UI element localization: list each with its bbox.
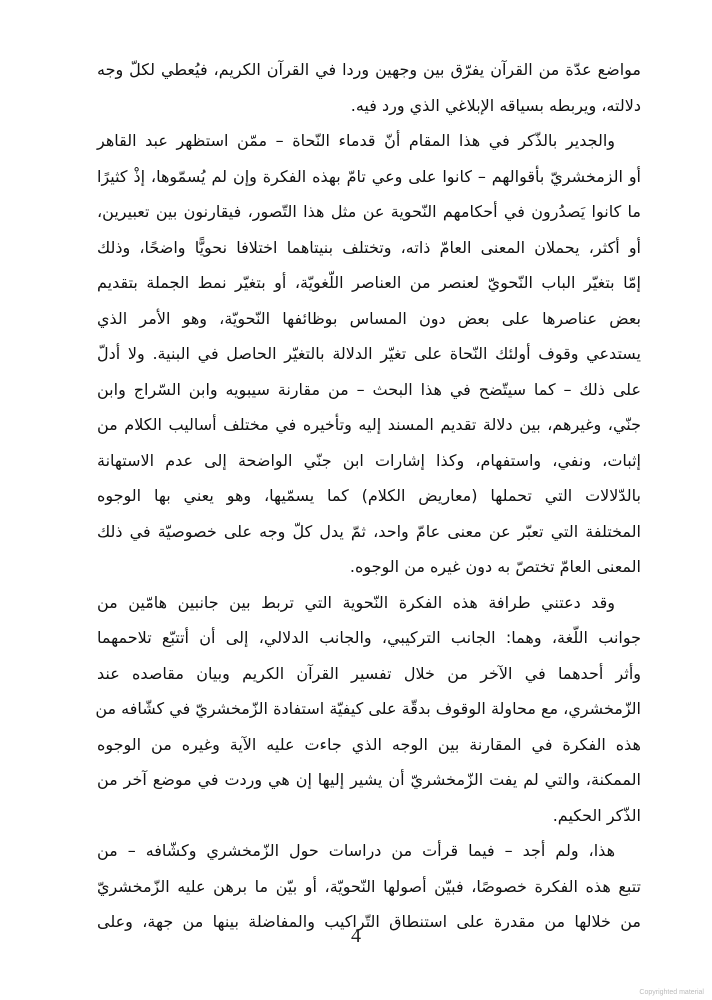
text-line: بالدّلالات التي تحملها (معاريض الكلام) كما يسمّيها، وهو يعني بها الوجوه <box>97 486 641 505</box>
text-line: الممكنة، والتي لم يفت الزّمخشريّ أن يشير إليها إن هي وردت في موضع آخر من <box>97 770 641 789</box>
paragraph-start-line: والجدير بالذّكر في هذا المقام أنّ قدماء النّحاة – ممّن استظهر عبد القاهر <box>97 131 615 150</box>
text-line: بعض عناصرها على بعض دون المساس بوظائفها النّحويّة، وهو الأمر الذي <box>97 308 641 328</box>
text-line: الزّمخشري، مع محاولة الوقوف بدقّة على كيفيّة استفادة الزّمخشريّ في كشّافه من <box>95 699 641 718</box>
page-number: 4 <box>351 925 361 947</box>
paragraph-start-line: وقد دعتني طرافة هذه الفكرة النّحوية التي تربط بين جانبين هامّين من <box>97 592 615 612</box>
text-line: يستدعي وقوف أولئك النّحاة على تغيّر الدلالة بالتغيّر الحاصل في البنية. ولا أدلّ <box>97 344 641 363</box>
text-line: إثبات، ونفي، واستفهام، وكذا إشارات ابن جنّي الواضحة إلى عدم الاستهانة <box>97 450 641 470</box>
text-line: على ذلك – كما سيتّضح في هذا البحث – من مقارنة سيبويه وابن السّراج وابن <box>97 379 641 399</box>
text-line: مواضع عدّة من القرآن يفرّق بين وجهين وردا في القرآن الكريم، فيُعطي لكلّ وجه <box>97 60 641 79</box>
document-body <box>97 52 641 940</box>
text-line: من خلالها من مقدرة على استنطاق التّراكيب والمفاضلة بينها من جهة، وعلى <box>97 912 641 931</box>
text-line: هذه الفكرة في المقارنة بين الوجه الذي جاءت عليه الآية وغيره من الوجوه <box>97 734 641 754</box>
text-line: إمّا بتغيّر الباب النّحويّ لعنصر من العناصر اللّغويّة، أو بتغيّر نمط الجملة بتقديم <box>97 273 641 292</box>
text-line: الذّكر الحكيم. <box>552 805 641 825</box>
text-line: وأثر أحدهما في الآخر من خلال تفسير القرآن الكريم وبيان مقاصده عند <box>97 663 641 683</box>
text-line: المعنى العامّ تختصّ به دون غيره من الوجوه. <box>349 557 641 576</box>
text-line: تتبع هذه الفكرة خصوصًا، فبيّن أصولها النّحويّة، أو بيّن ما برهن عليه الزّمخشريّ <box>97 876 641 896</box>
text-line: جوانب اللّغة، وهما: الجانب التركيبي، والجانب الدلالي، إلى أن أتتبّع تلاحمهما <box>97 628 641 647</box>
copyright-watermark: Copyrighted material <box>639 989 704 996</box>
text-line: أو أكثر، يحملان المعنى العامّ ذاته، وتختلف بنيتاهما اختلافا نحويًّا واضحًا، وذلك <box>97 237 641 257</box>
text-line: دلالته، ويربطه بسياقه الإبلاغي الذي ورد فيه. <box>350 95 641 115</box>
text-line: المختلفة التي تعبّر عن معنى عامّ واحد، ثمّ يدل كلّ وجه على خصوصيّة في ذلك <box>97 521 641 541</box>
text-line: ما كانوا يَصدُرون في أحكامهم النّحوية عن مثل هذا التّصور، فيقارنون بين تعبيرين، <box>97 202 641 221</box>
text-line: جنّي، وغيرهم، بين دلالة تقديم المسند إليه وتأخيره في مختلف أساليب الكلام من <box>97 415 641 434</box>
paragraph-start-line: هذا، ولم أجد – فيما قرأت من دراسات حول الزّمخشري وكشّافه – من <box>97 841 615 860</box>
text-line: أو الزمخشريّ بأقوالهم – كانوا على وعي تامّ بهذه الفكرة وإن لم يُسمّوها، إذْ كثيرًا <box>97 166 641 186</box>
